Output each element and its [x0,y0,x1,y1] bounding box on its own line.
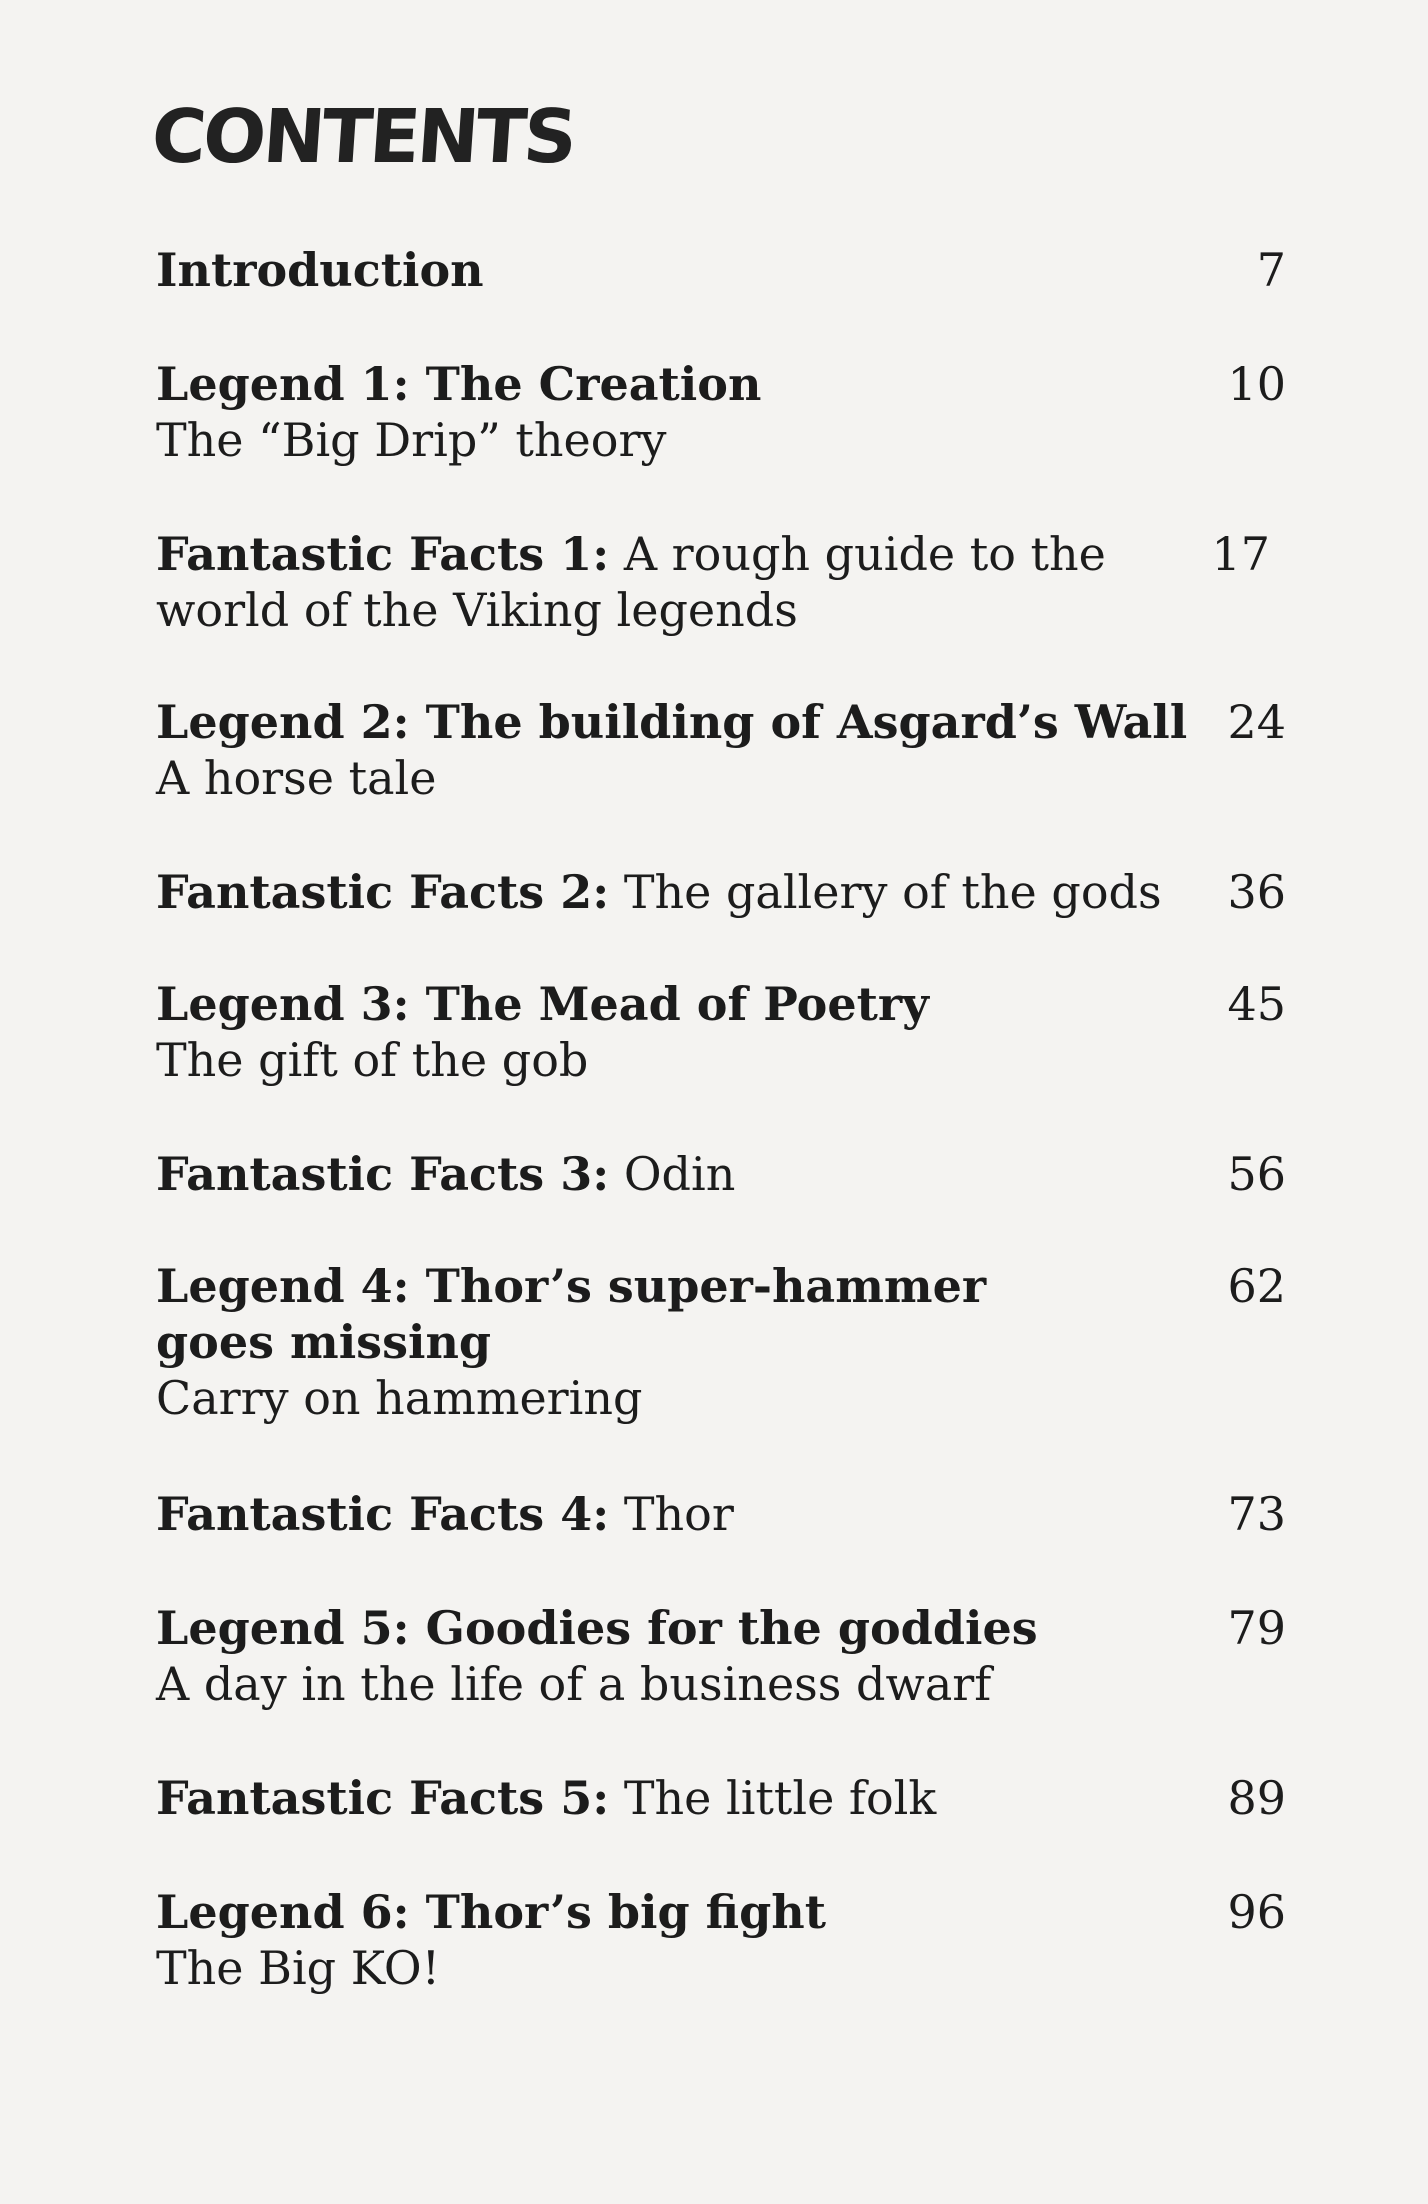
toc-entry-fantastic-facts-3[interactable] [156,1146,1286,1202]
toc-entry-title-rest: The little folk [609,1771,937,1825]
toc-entry-title-rest: The gallery of the gods [609,865,1162,919]
toc-entry-line [156,1884,1286,1940]
toc-entry-fantastic-facts-2[interactable] [156,864,1286,920]
toc-entry-title: Introduction [156,243,484,297]
toc-entry-introduction[interactable] [156,242,1286,298]
toc-entry-title: Legend 3: The Mead of Poetry [156,977,929,1031]
toc-page-number: 24 [1227,695,1286,749]
toc-entry-legend-5[interactable] [156,1600,1286,1712]
toc-page-number: 96 [1227,1885,1286,1939]
toc-entry-line [156,1486,1286,1542]
toc-page-number: 36 [1227,865,1286,919]
toc-entry-title: Legend 4: Thor’s super-hammer [156,1259,987,1313]
toc-entry-subtitle: The gift of the gob [156,1033,589,1087]
toc-entry-fantastic-facts-1[interactable] [156,526,1286,638]
toc-entry-line [156,694,1286,750]
toc-page-number: 7 [1256,243,1286,297]
toc-entry-title: Fantastic Facts 4: [156,1487,610,1541]
toc-entry-line [156,976,1286,1032]
toc-page-number: 56 [1227,1147,1286,1201]
toc-entry-line [156,1770,1286,1826]
toc-entry-subtitle: A day in the life of a business dwarf [156,1657,992,1711]
toc-entry-title: Fantastic Facts 5: [156,1771,610,1825]
toc-entry-line [156,242,1286,298]
toc-page-number: 79 [1227,1601,1286,1655]
toc-entry-title: Legend 1: The Creation [156,357,762,411]
toc-entry-line [156,1146,1286,1202]
toc-entry-title-continued: goes missing [156,1315,492,1369]
toc-entry-fantastic-facts-4[interactable] [156,1486,1286,1542]
toc-entry-line [156,526,1286,582]
toc-entry-legend-4[interactable] [156,1258,1286,1426]
toc-entry-legend-1[interactable] [156,356,1286,468]
toc-entry-legend-2[interactable] [156,694,1286,806]
toc-page-number: 45 [1227,977,1286,1031]
toc-entry-subtitle: A horse tale [156,751,437,805]
toc-entry-title: Fantastic Facts 2: [156,865,610,919]
toc-entry-line [156,1258,1286,1314]
toc-page-number: 17 [1211,527,1270,581]
toc-page-number: 73 [1227,1487,1286,1541]
toc-page-number: 89 [1227,1771,1286,1825]
toc-entry-title: Fantastic Facts 3: [156,1147,610,1201]
contents-heading: CONTENTS [148,94,577,180]
toc-entry-title-rest: Odin [609,1147,736,1201]
toc-entry-title: Fantastic Facts 1: [156,527,610,581]
toc-entry-subtitle: world of the Viking legends [156,583,798,637]
toc-entry-line [156,1600,1286,1656]
toc-entry-title: Legend 6: Thor’s big fight [156,1885,826,1939]
toc-entry-fantastic-facts-5[interactable] [156,1770,1286,1826]
toc-entry-legend-3[interactable] [156,976,1286,1088]
toc-entry-title-rest: Thor [609,1487,734,1541]
toc-entry-legend-6[interactable] [156,1884,1286,1996]
toc-entry-subtitle: The “Big Drip” theory [156,413,667,467]
toc-entry-title-rest: A rough guide to the [609,527,1106,581]
toc-entry-line [156,356,1286,412]
toc-page-number: 10 [1227,357,1286,411]
toc-entry-subtitle: Carry on hammering [156,1371,643,1425]
toc-entry-title: Legend 5: Goodies for the goddies [156,1601,1038,1655]
toc-entry-line [156,864,1286,920]
toc-page-number: 62 [1227,1259,1286,1313]
toc-entry-subtitle: The Big KO! [156,1941,441,1995]
toc-entry-title: Legend 2: The building of Asgard’s Wall [156,695,1188,749]
